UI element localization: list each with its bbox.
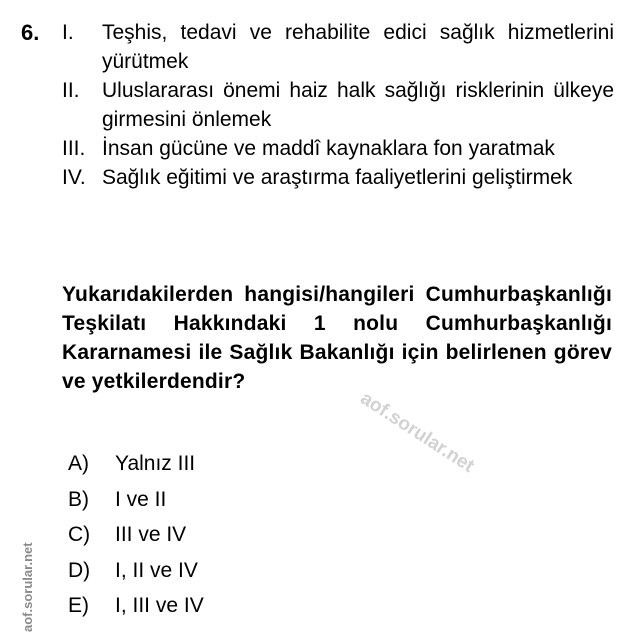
- statement-numeral: II.: [62, 79, 80, 102]
- statement-item: [62, 163, 614, 192]
- statement-text: Uluslararası önemi haiz halk sağlığı risklerinin ülkeye girmesini önlemek: [102, 79, 614, 131]
- statement-text: Teşhis, tedavi ve rehabilite edici sağlık hizmetlerini yürütmek: [102, 21, 614, 73]
- statement-numeral: III.: [62, 137, 86, 160]
- statement-text: Sağlık eğitimi ve araştırma faaliyetlerini geliştirmek: [102, 166, 573, 189]
- statement-text: İnsan gücüne ve maddî kaynaklara fon yaratmak: [102, 137, 555, 160]
- statement-list: [62, 18, 614, 192]
- statement-item: [62, 18, 614, 76]
- statement-item: [62, 76, 614, 134]
- option-letter: A): [68, 452, 89, 475]
- question-stem: Yukarıdakilerden hangisi/hangileri Cumhurbaşkanlığı Teşkilatı Hakkındaki 1 nolu Cumhurbaşkanlığı Kararnamesi ile Sağlık Bakanlığı için belirlenen görev ve yetkilerdendir?: [62, 283, 612, 393]
- watermark: aof.sorular.net: [356, 388, 478, 477]
- option-letter: E): [68, 594, 89, 617]
- option-text: III ve IV: [115, 523, 187, 546]
- option-letter: D): [68, 558, 91, 582]
- option-c[interactable]: [68, 517, 204, 553]
- option-d[interactable]: [68, 553, 204, 589]
- option-a[interactable]: [68, 446, 204, 482]
- option-text: I, II ve IV: [115, 558, 198, 582]
- statement-numeral: IV.: [62, 166, 86, 189]
- statement-numeral: I.: [62, 21, 74, 44]
- option-text: I ve II: [115, 487, 167, 511]
- side-watermark: aof.sorular.net: [20, 542, 35, 632]
- option-text: I, III ve IV: [115, 594, 204, 617]
- option-e[interactable]: [68, 588, 204, 624]
- question-number: 6.: [21, 20, 40, 45]
- option-letter: B): [68, 487, 89, 511]
- statement-item: [62, 134, 614, 163]
- option-letter: C): [68, 523, 91, 546]
- option-text: Yalnız III: [115, 452, 196, 475]
- answer-options: [68, 446, 204, 624]
- option-b[interactable]: [68, 482, 204, 518]
